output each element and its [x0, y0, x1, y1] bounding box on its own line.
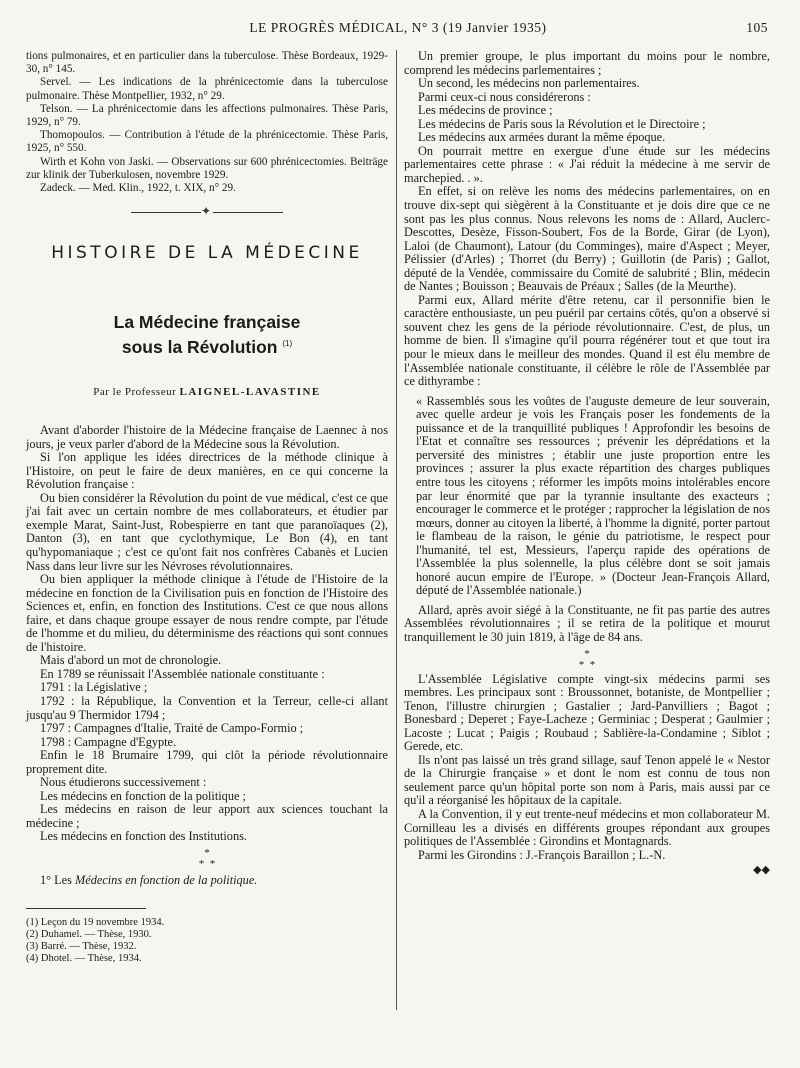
paragraph: Un premier groupe, le plus important du moins pour le nombre, comprend les médecins parlementaires ;	[404, 49, 770, 77]
subheading-prefix: Les	[54, 873, 72, 888]
bib-entry: tions pulmonaires, et en particulier dans la tuberculose. Thèse Bordeaux, 1929-30, n° 145.	[26, 50, 388, 76]
paragraph: Allard, après avoir siégé à la Constituante, ne fit pas partie des autres Assemblées révolutionnaires ; il se retira de la politique et mourut tranquillement le 30 juin 1819, à l'âge de 84 ans.	[404, 602, 770, 644]
subheading	[26, 874, 388, 888]
paragraph: Ou bien appliquer la méthode clinique à l'étude de l'Histoire de la médecine en fonction de la Civilisation puis en fonction de l'Histoire des Sciences et, enfin, en fonction des Institutions. C'est ce que nous allons faire, et dans chaque groupe essayer de nous rendre compte, par l'étude de l'homme et du milieu, du déterminisme des réactions qui sont connues de l'histoire.	[26, 572, 388, 654]
ornament-divider: ✦	[26, 204, 388, 219]
paragraph: En 1789 se réunissait l'Assemblée nationale constituante :	[40, 666, 325, 681]
paragraph: Ou bien considérer la Révolution du point de vue médical, c'est ce que j'ai fait avec un certain nombre de mes collaborateurs, et étudier par exemple Marat, Saint-Just, Robespierre en tant que paranoïaques (2), Danton (3), en tant que cyclothymique, Le Bon (4), en tant qu'hypomaniaque ; c'est ce qu'ont fait nos confrères Cabanès et Lucien Nass dans leur livre sur les Névroses révolutionnaires.	[26, 490, 388, 573]
running-header	[28, 20, 768, 38]
byline-author: LAIGNEL-LAVASTINE	[179, 386, 321, 399]
paragraph: Mais d'abord un mot de chronologie.	[40, 653, 222, 668]
subheading-italic: Médecins en fonction de la politique.	[75, 873, 258, 888]
bib-entry: Wirth et Kohn von Jaski. — Observations sur 600 phrénicectomies. Beiträge zur klinik der Tuberkulosen, novembre 1929.	[26, 155, 388, 181]
study-item: Les médecins en fonction des Institutions.	[40, 829, 247, 844]
dithyramb-quote: « Rassemblés sous les voûtes de l'auguste demeure de leur souverain, avec quelle ardeur je vois les Français poser les fondements de la puissance et de la tranquillité publiques ! Approfondir les besoins de l'Etat et connaître ses ressources ; prévenir les déprédations et la perversité des ministres ; établir une juste proportion entre les provinces ; assurer la plus exacte répartition des charges publiques entre tous les citoyens ; réformer les impôts moins intolérables encore par leur énormité que par la tyrannie insultante des exacteurs ; encourager le commerce et le protéger ; rapprocher la législation de nos mœurs, donner au citoyen la liberté, à l'homme la dignité, porter partout le flambeau de la raison, le génie du patriotisme, le respect pour l'humanité, tel est, Messieurs, l'aperçu rapide des opérations de l'Assemblée la plus solennelle, la plus célèbre dont se soit jamais honoré aucun empire de l'Europe. » (Docteur Jean-François Allard, député de l'Assemblée nationale.)	[416, 393, 770, 598]
column-divider	[396, 50, 397, 1010]
right-column	[404, 50, 770, 876]
paragraph: Parmi les Girondins : J.-François Baraillon ; L.-N.	[418, 847, 666, 862]
footnote: (1) Leçon du 19 novembre 1934.	[26, 916, 165, 928]
chronology-item: 1798 : Campagne d'Egypte.	[40, 734, 177, 749]
article-title-line-1: La Médecine française	[113, 312, 301, 333]
paragraph: Un second, les médecins non parlementaires.	[418, 76, 640, 91]
subheading-number: 1°	[40, 873, 52, 888]
bib-entry: Thomopoulos. — Contribution à l'étude de la phrénicectomie. Thèse Paris, 1925, n° 550.	[26, 129, 388, 155]
group-item: Les médecins de Paris sous la Révolution et le Directoire ;	[418, 116, 706, 131]
separator-stars: * * *	[198, 847, 216, 871]
paragraph: Enfin le 18 Brumaire 1799, qui clôt la période révolutionnaire proprement dite.	[26, 748, 388, 776]
paragraph: Parmi eux, Allard mérite d'être retenu, car il personnifie bien le caractère enthousiaste, un peu puéril par certains côtés, qu'on a observé si souvent chez les gens de la période révolutionnaire. C'est, de plus, un homme de bien. Il s'imagine qu'il pourra régénérer tout et que tout ira pour le mieux dans le meilleur des mondes. Quand il est élu membre de l'Assemblée nationale constituante, il célèbre le rôle de l'Assemblée par ce dithyrambe :	[404, 292, 770, 389]
group-item: Les médecins aux armées durant la même époque.	[418, 130, 666, 145]
footnote: (3) Barré. — Thèse, 1932.	[26, 940, 137, 952]
section-heading: HISTOIRE DE LA MÉDECINE	[51, 243, 363, 264]
separator-stars: * * *	[578, 647, 596, 671]
paragraph: Nous étudierons successivement :	[40, 775, 207, 790]
article-title-line-2: sous la Révolution	[121, 337, 278, 358]
study-item: Les médecins en fonction de la politique ;	[40, 788, 246, 803]
bib-entry: Zadeck. — Med. Klin., 1922, t. XIX, n° 29.	[40, 182, 236, 195]
article-body-left	[26, 424, 388, 888]
bib-entry: Servel. — Les indications de la phrénicectomie dans la tuberculose pulmonaire. Thèse Montpellier, 1932, n° 29.	[26, 76, 388, 102]
byline-prefix: Par le Professeur	[93, 386, 177, 399]
footnotes	[26, 917, 388, 965]
study-item: Les médecins en raison de leur apport aux sciences touchant la médecine ;	[26, 802, 388, 830]
paragraph: Si l'on applique les idées directrices de la méthode clinique à l'Histoire, on peut le faire de deux manières, en ce qui concerne la Révolution française :	[26, 450, 388, 492]
article-title-note: (1)	[282, 339, 293, 349]
paragraph: Ils n'ont pas laissé un très grand sillage, sauf Tenon appelé le « Nestor de la Chirurgie française » et dont le nom est connu de tous non seulement parce qu'un hôpital porte son nom à Paris, mais aussi par ce qu'il a réorganisé les hôpitaux de la capitale.	[404, 752, 770, 808]
journal-title: LE PROGRÈS MÉDICAL, N° 3 (19 Janvier 1935)	[249, 20, 547, 35]
paragraph: En effet, si on relève les noms des médecins parlementaires, on en trouve dix-sept qui siègèrent à la Constituante et je dois dire que ce ne sont pas les plus connus. Nous relevons les noms de : Allard, Auclerc-Descottes, Desèze, Fisson-Soubert, Fos de la Borde, Girar (de Lyon), Laloi (de Chaumont), Latour (du Comminges), maire d'Aspect ; Meyer, Pélissier (d'Arles) ; Thorret (du Berry) ; Guillotin (de Paris) ; Gallot, député de la Vendée, commissaire du Comité de salubrité ; Blin, médecin de Nantes ; Bouisson ; Beauvais de Préaux ; Salles (de la Meurthe).	[404, 184, 770, 294]
group-item: Les médecins de province ;	[418, 103, 553, 118]
continuation-mark: ◆◆	[753, 864, 770, 877]
footnote: (4) Dhotel. — Thèse, 1934.	[26, 952, 142, 964]
left-column	[26, 50, 388, 965]
bib-entry: Telson. — La phrénicectomie dans les affections pulmonaires. Thèse Paris, 1929, n° 79.	[26, 102, 388, 129]
paragraph: L'Assemblée Législative compte vingt-six médecins parmi ses membres. Les principaux sont : Broussonnet, botaniste, de Montpellier ; Tenon, l'illustre chirurgien ; Gastalier ; Jard-Panvilliers ; Bagot ; Bonesbard ; Deperet ; Faye-Lacheze ; Germiniac ; Desperat ; Gaulmier ; Lacoste ; Lucat ; Paigis ; Roubaud ; Sablière-la-Condamine ; Siblot ; Gerede, etc.	[404, 671, 770, 754]
chronology-item: 1791 : la Législative ;	[40, 680, 148, 695]
page-number: 105	[746, 20, 768, 35]
footnote: (2) Duhamel. — Thèse, 1930.	[26, 928, 152, 940]
paragraph: On pourrait mettre en exergue d'une étude sur les médecins parlementaires cette phrase : « J'ai réduit la médecine à me servir de marchepied. . ».	[404, 143, 770, 185]
paragraph: A la Convention, il y eut trente-neuf médecins et mon collaborateur M. Cornilleau les a divisés en différents groupes répondant aux groupes politiques de l'Assemblée : Girondins et Montagnards.	[404, 806, 770, 849]
byline	[26, 386, 388, 398]
chronology-item: 1792 : la République, la Convention et la Terreur, celle-ci allant jusqu'au 9 Thermidor 1794 ;	[26, 694, 388, 722]
paragraph: Avant d'aborder l'histoire de la Médecine française de Laennec à nos jours, je veux parler d'abord de la Médecine sous la Révolution.	[26, 423, 388, 451]
article-title	[26, 311, 388, 358]
footnote-rule	[26, 908, 146, 909]
chronology-item: 1797 : Campagnes d'Italie, Traité de Campo-Formio ;	[40, 721, 304, 736]
bibliography-list	[26, 50, 388, 195]
paragraph: Parmi ceux-ci nous considérerons :	[418, 89, 591, 104]
